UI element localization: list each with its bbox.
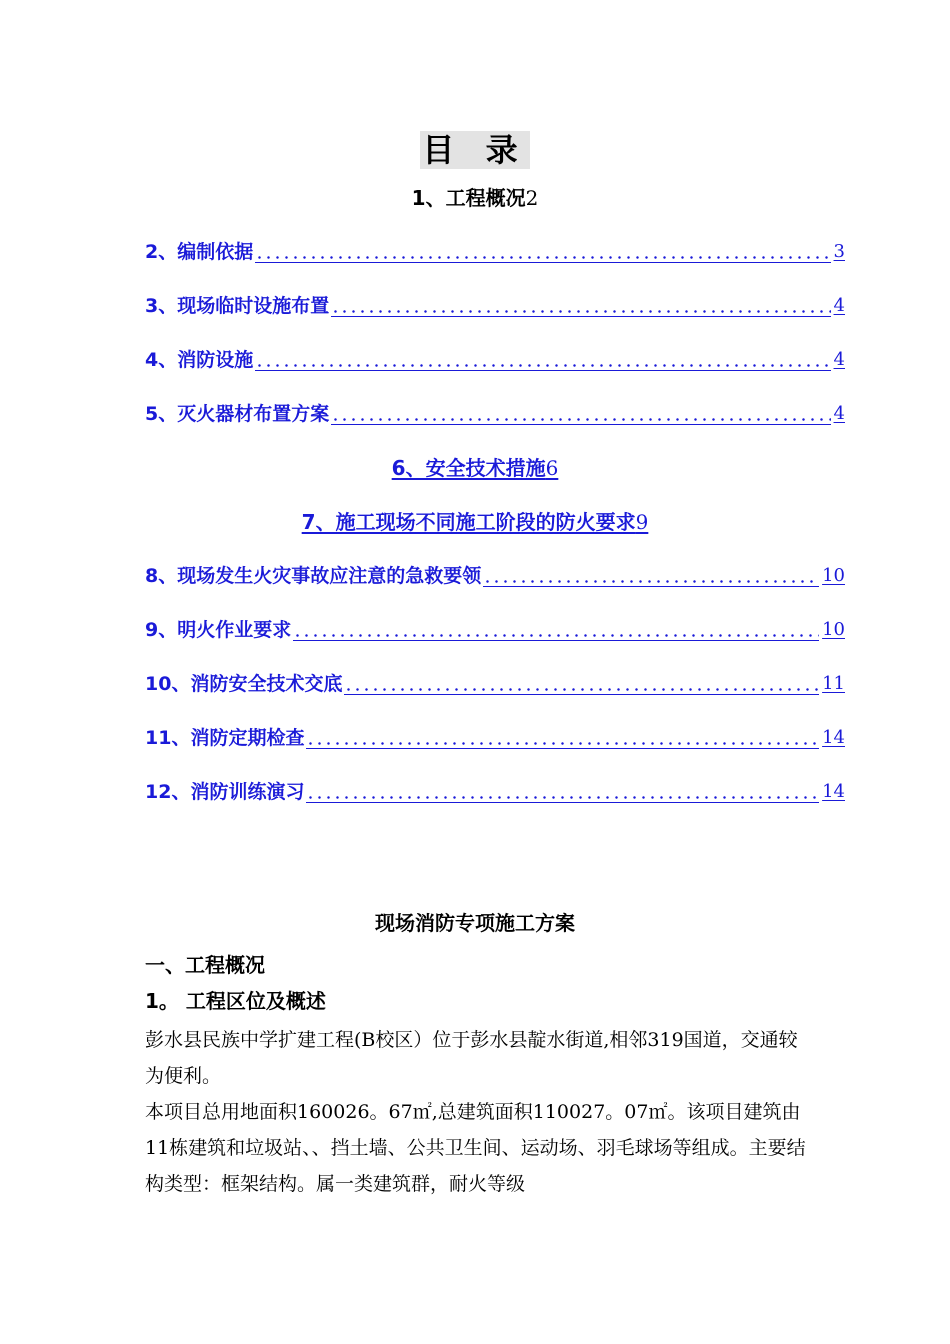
toc-leader-dots [306, 726, 819, 749]
toc-entry-11[interactable] [145, 724, 845, 752]
toc-title: 目 录 [422, 131, 528, 169]
toc-leader-dots [255, 240, 830, 263]
toc-entry-label: 6、安全技术措施 [391, 456, 546, 480]
toc-entry-page: 10 [822, 619, 845, 640]
toc-entry-8[interactable] [145, 562, 845, 590]
toc-entry-page: 4 [833, 349, 845, 370]
toc-entry-page: 4 [833, 403, 845, 424]
subsection-heading: 1。 工程区位及概述 [145, 989, 326, 1013]
toc-entry-label: 12、消防训练演习 [145, 781, 305, 803]
toc-entry-label: 5、灭火器材布置方案 [145, 403, 330, 425]
toc-entry-page: 9 [635, 510, 649, 534]
toc-entry-label: 9、明火作业要求 [145, 619, 292, 641]
toc-entry-page: 2 [525, 186, 539, 210]
toc-leader-dots [483, 564, 819, 587]
toc-entry-1[interactable] [0, 184, 950, 212]
toc-entry-9[interactable] [145, 616, 845, 644]
toc-leader-dots [255, 348, 830, 371]
toc-entry-label: 3、现场临时设施布置 [145, 295, 330, 317]
toc-entry-10[interactable] [145, 670, 845, 698]
toc-leader-dots [293, 618, 819, 641]
toc-entry-label: 8、现场发生火灾事故应注意的急救要领 [145, 565, 482, 587]
paragraph: 本项目总用地面积160026。67㎡,总建筑面积110027。07㎡。该项目建筑由11栋建筑和垃圾站、、挡土墙、公共卫生间、运动场、羽毛球场等组成。主要结构类型：框架结构。属一类建筑群，耐火等级 [145, 1101, 806, 1195]
toc-entry-3[interactable] [145, 292, 845, 320]
toc-entry-page: 10 [822, 565, 845, 586]
toc-entry-label: 2、编制依据 [145, 241, 254, 263]
document-title: 现场消防专项施工方案 [375, 911, 575, 935]
toc-entry-page: 4 [833, 295, 845, 316]
toc-entry-page: 14 [822, 781, 845, 802]
toc-entry-label: 4、消防设施 [145, 349, 254, 371]
toc-entry-label: 1、工程概况 [411, 186, 526, 210]
toc-entry-page: 3 [833, 241, 845, 262]
toc-leader-dots [331, 402, 830, 425]
toc-entry-label: 10、消防安全技术交底 [145, 673, 343, 695]
toc-entry-label: 7、施工现场不同施工阶段的防火要求 [301, 510, 636, 534]
toc-entry-6[interactable] [0, 454, 950, 482]
toc-entry-label: 11、消防定期检查 [145, 727, 305, 749]
toc-leader-dots [331, 294, 830, 317]
body-text [145, 1022, 815, 1202]
toc-entry-page: 14 [822, 727, 845, 748]
paragraph: 彭水县民族中学扩建工程(B校区）位于彭水县靛水街道,相邻319国道，交通较为便利。 [145, 1029, 798, 1087]
toc-entry-12[interactable] [145, 778, 845, 806]
section-heading: 一、工程概况 [145, 953, 265, 977]
toc-entry-7[interactable] [0, 508, 950, 536]
toc-entry-page: 11 [822, 673, 845, 694]
toc-entry-4[interactable] [145, 346, 845, 374]
toc-entry-page: 6 [545, 456, 559, 480]
toc-leader-dots [344, 672, 819, 695]
toc-leader-dots [306, 780, 819, 803]
toc-entry-2[interactable] [145, 238, 845, 266]
toc-entry-5[interactable] [145, 400, 845, 428]
